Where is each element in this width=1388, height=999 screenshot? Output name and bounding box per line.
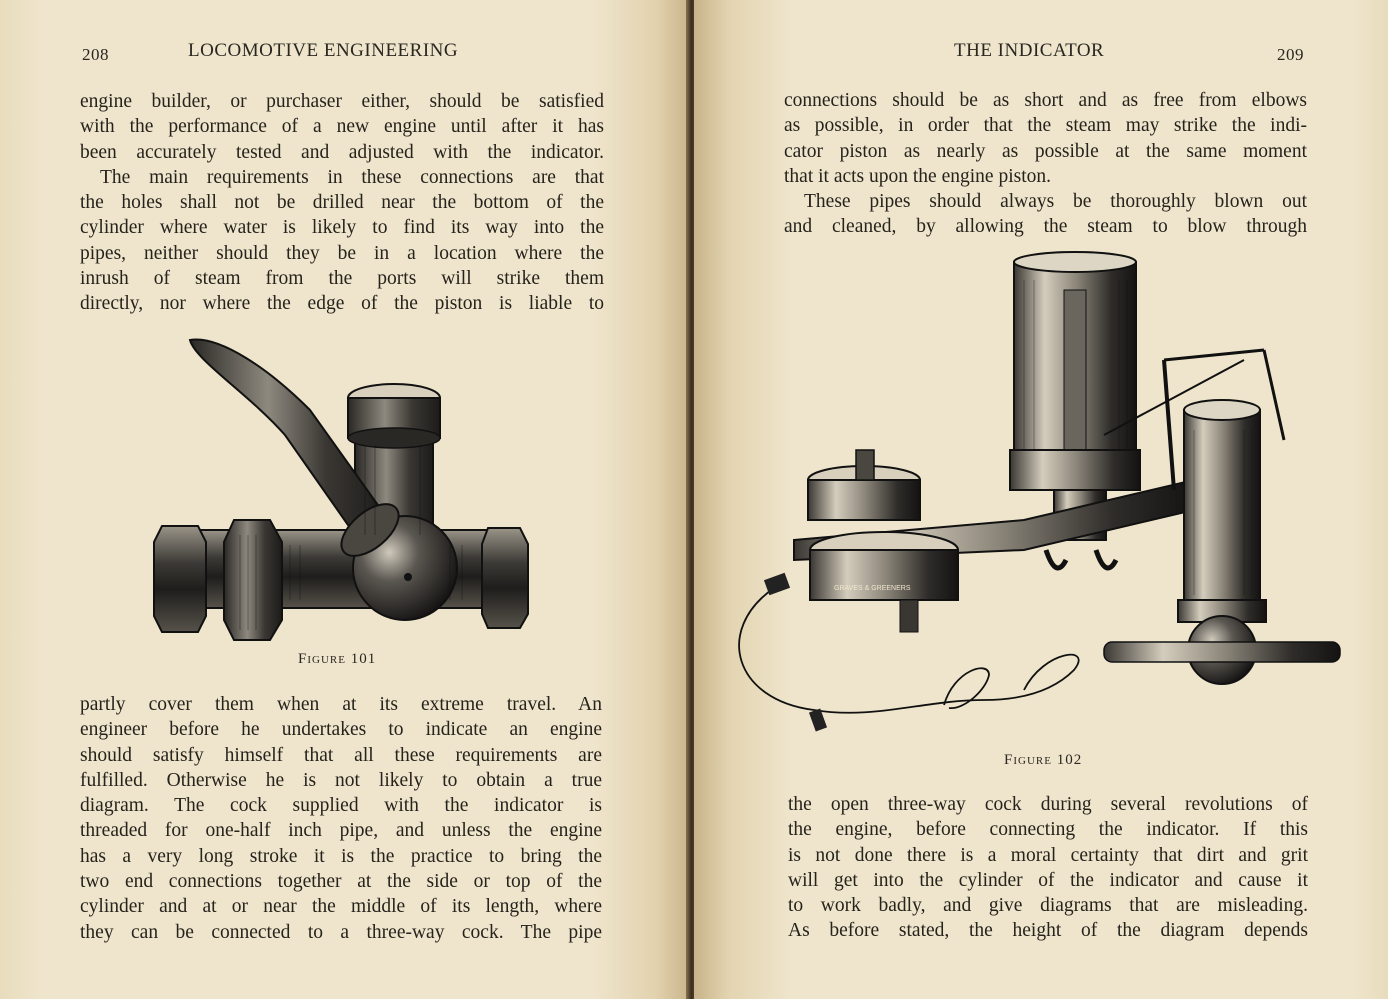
text-line: inrush of steam from the ports will strike them	[80, 268, 604, 290]
text-line: has a very long stroke it is the practice to bring the	[80, 845, 602, 867]
text-line: directly, nor where the edge of the piston is liable to	[80, 293, 604, 315]
figure-101-caption: Figure 101	[298, 651, 377, 667]
text-line: with the performance of a new engine until after it has	[80, 116, 604, 138]
figure-101-three-way-cock-illustration	[150, 330, 540, 650]
text-line: engine builder, or purchaser either, should be satisfied	[80, 91, 604, 112]
text-line: two end connections together at the side or top of the	[80, 871, 602, 893]
left-bottom-paragraph	[80, 692, 602, 945]
text-line: been accurately tested and adjusted with the indicator.	[80, 141, 604, 163]
text-line: the holes shall not be drilled near the bottom of the	[80, 192, 604, 214]
text-line: cylinder and at or near the middle of its length, where	[80, 896, 602, 918]
text-line: is not done there is a moral certainty that dirt and grit	[788, 844, 1308, 866]
left-top-paragraph	[80, 89, 604, 317]
text-line: These pipes should always be thoroughly blown out	[804, 191, 1307, 213]
text-line: partly cover them when at its extreme travel. An	[80, 694, 602, 715]
text-line: engineer before he undertakes to indicate an engine	[80, 719, 602, 741]
text-line: and cleaned, by allowing the steam to blow through	[784, 216, 1307, 238]
left-running-head: LOCOMOTIVE ENGINEERING	[188, 40, 459, 61]
text-line: they can be connected to a three-way cock. The pipe	[80, 921, 602, 943]
figure-102-indicator-illustration	[724, 250, 1344, 750]
right-top-paragraph	[784, 88, 1307, 240]
text-line: that it acts upon the engine piston.	[784, 165, 1051, 187]
right-page	[694, 0, 1388, 999]
text-line: threaded for one-half inch pipe, and unless the engine	[80, 820, 602, 842]
text-line: the engine, before connecting the indicator. If this	[788, 819, 1308, 841]
left-page-number: 208	[82, 45, 109, 64]
text-line: connections should be as short and as free from elbows	[784, 90, 1307, 111]
text-line: to work badly, and give diagrams that are misleading.	[788, 895, 1308, 917]
engraving-text: GRAVES & GREENERS	[834, 585, 911, 592]
text-line: should satisfy himself that all these requirements are	[80, 744, 602, 766]
left-page	[0, 0, 690, 999]
text-line: diagram. The cock supplied with the indicator is	[80, 795, 602, 817]
right-bottom-paragraph	[788, 792, 1308, 944]
text-line: As before stated, the height of the diagram depends	[788, 920, 1308, 942]
right-running-head: THE INDICATOR	[954, 40, 1105, 61]
text-line: as possible, in order that the steam may strike the indi-	[784, 115, 1307, 137]
text-line: cator piston as nearly as possible at the same moment	[784, 140, 1307, 162]
right-page-number: 209	[1277, 45, 1304, 64]
text-line: cylinder where water is likely to find its way into the	[80, 217, 604, 239]
text-line: fulfilled. Otherwise he is not likely to obtain a true	[80, 769, 602, 791]
text-line: will get into the cylinder of the indicator and cause it	[788, 869, 1308, 891]
text-line: pipes, neither should they be in a location where the	[80, 242, 604, 264]
figure-102-caption: Figure 102	[1004, 752, 1083, 768]
text-line: The main requirements in these connections are that	[100, 166, 604, 188]
text-line: the open three-way cock during several revolutions of	[788, 794, 1308, 815]
